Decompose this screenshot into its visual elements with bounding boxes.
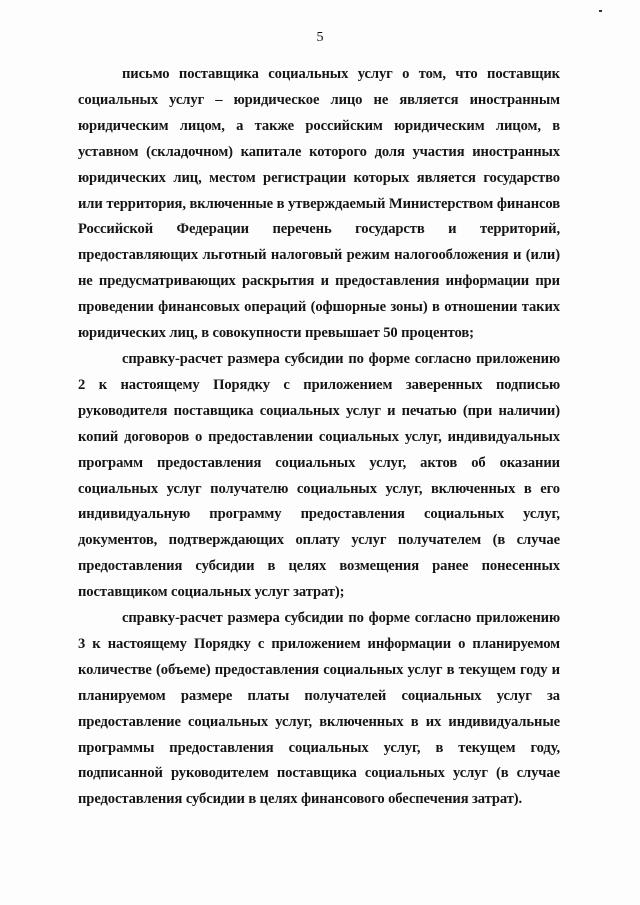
paragraph-2: справку-расчет размера субсидии по форме согласно приложению 2 к настоящему Порядку с приложением заверенных подписью руководителя поставщика социальных услуг и печатью (при наличии) копий договоров о предоставлении социальных услуг, индивидуальных программ предоставления социальных услуг, актов об оказании социальных услуг получателю социальных услуг, включенных в его индивидуальную программу предоставления социальных услуг, документов, подтверждающих оплату услуг получателем (в случае предоставления субсидии в целях возмещения ранее понесенных поставщиком социальных услуг затрат); — [78, 350, 560, 601]
paragraph-1: письмо поставщика социальных услуг о том, что поставщик социальных услуг – юридическое лицо не является иностранным юридическим лицом, а также российским юридическим лицом, в уставном (складочном) капитале которого доля участия иностранных юридических лиц, местом регистрации которых является государство или территория, включенные в утверждаемый Министерством финансов Российской Федерации перечень государств и территорий, предоставляющих льготный налоговый режим налогообложения и (или) не предусматривающих раскрытия и предоставления информации при проведении финансовых операций (офшорные зоны) в отношении таких юридических лиц, в совокупности превышает 50 процентов; — [78, 66, 560, 342]
document-body — [78, 62, 560, 813]
scan-mark — [599, 10, 602, 12]
page-number: 5 — [316, 30, 324, 45]
paragraph-3: справку-расчет размера субсидии по форме согласно приложению 3 к настоящему Порядку с приложением информации о планируемом количестве (объеме) предоставления социальных услуг в текущем году и планируемом размере платы получателей социальных услуг за предоставление социальных услуг, включенных в их индивидуальные программы предоставления социальных услуг, в текущем году, подписанной руководителем поставщика социальных услуг (в случае предоставления субсидии в целях финансового обеспечения затрат). — [78, 610, 560, 808]
